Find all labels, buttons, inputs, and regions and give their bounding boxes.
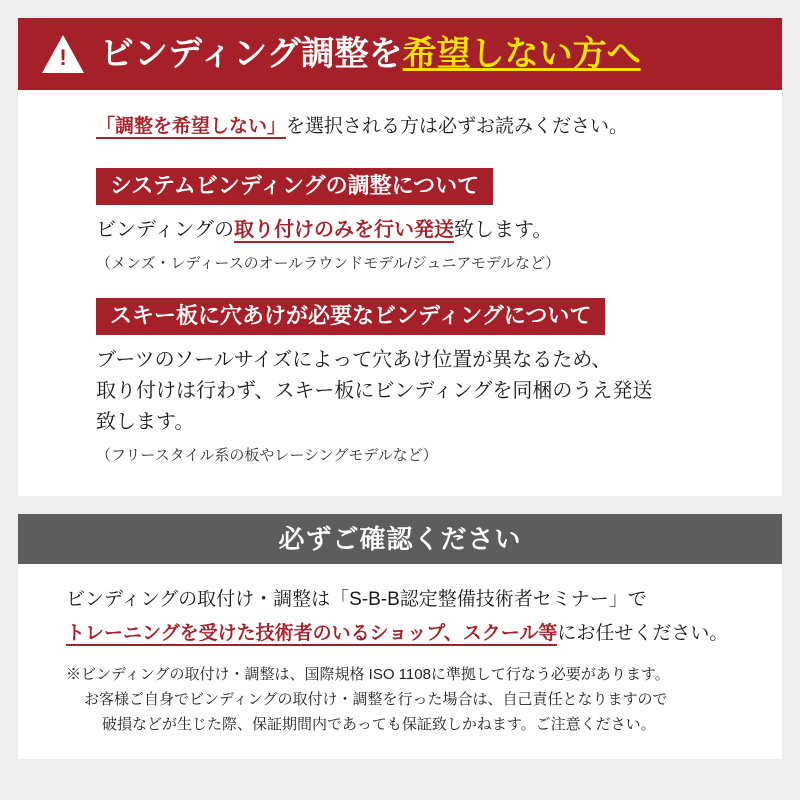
panel-two-line1: ビンディングの取付け・調整は「S-B-B認定整備技術者セミナー」で: [66, 589, 647, 610]
confirm-notice-panel: [18, 514, 782, 759]
warning-triangle-icon: !: [42, 35, 84, 73]
fineprint-line-2: お客様ご自身でビンディングの取付け・調整を行った場合は、自己責任となりますので: [84, 691, 668, 708]
panel-two-line2-emphasis: トレーニングを受けた技術者のいるショップ、スクール等: [66, 623, 558, 644]
panel-two-line2-post: にお任せください。: [557, 623, 729, 644]
lead-emphasis: 「調整を希望しない」: [96, 116, 287, 137]
section1-note: （メンズ・レディースのオールラウンドモデル/ジュニアモデルなど）: [96, 255, 561, 272]
section1-line: [48, 215, 752, 246]
section2-line2: [48, 376, 752, 407]
panel-one-title-plain: ビンディング調整を: [100, 35, 403, 73]
section2-heading: スキー板に穴あけが必要なビンディングについて: [96, 298, 605, 335]
section2-line2-emphasis: 取り付けは行わず、スキー板にビンディングを同梱: [96, 380, 553, 402]
section2-note: （フリースタイル系の板やレーシングモデルなど）: [96, 447, 438, 464]
section2-line3: 致します。: [96, 411, 195, 433]
panel-one-body: [18, 90, 782, 496]
panel-two-fineprint: [48, 662, 752, 737]
panel-two-header: [18, 514, 782, 564]
section1-line-post: 致します。: [454, 219, 553, 241]
panel-one-header: [18, 18, 782, 90]
section1-line-emphasis: 取り付けのみを行い発送: [234, 219, 454, 241]
panel-two-line2: [48, 618, 752, 650]
panel-one-title: [100, 35, 641, 73]
panel-two-title: 必ずご確認ください: [278, 524, 522, 554]
fineprint-line-3: 破損などが生じた際、保証期間内であっても保証致しかねます。ご注意ください。: [102, 716, 656, 733]
binding-adjust-notice-panel: [18, 18, 782, 496]
panel-one-title-highlight: 希望しない方へ: [402, 35, 641, 73]
section1-heading: システムビンディングの調整について: [96, 168, 493, 205]
section2-line1: ブーツのソールサイズによって穴あけ位置が異なるため、: [96, 349, 612, 371]
section2-line2-post: のうえ発送: [552, 380, 653, 402]
lead-paragraph: [48, 112, 752, 142]
fineprint-line-1: ※ビンディングの取付け・調整は、国際規格 ISO 1108に準拠して行なう必要があります。: [66, 666, 670, 683]
panel-two-body: [18, 564, 782, 759]
section1-line-pre: ビンディングの: [96, 219, 234, 241]
lead-rest: を選択される方は必ずお読みください。: [286, 116, 629, 137]
